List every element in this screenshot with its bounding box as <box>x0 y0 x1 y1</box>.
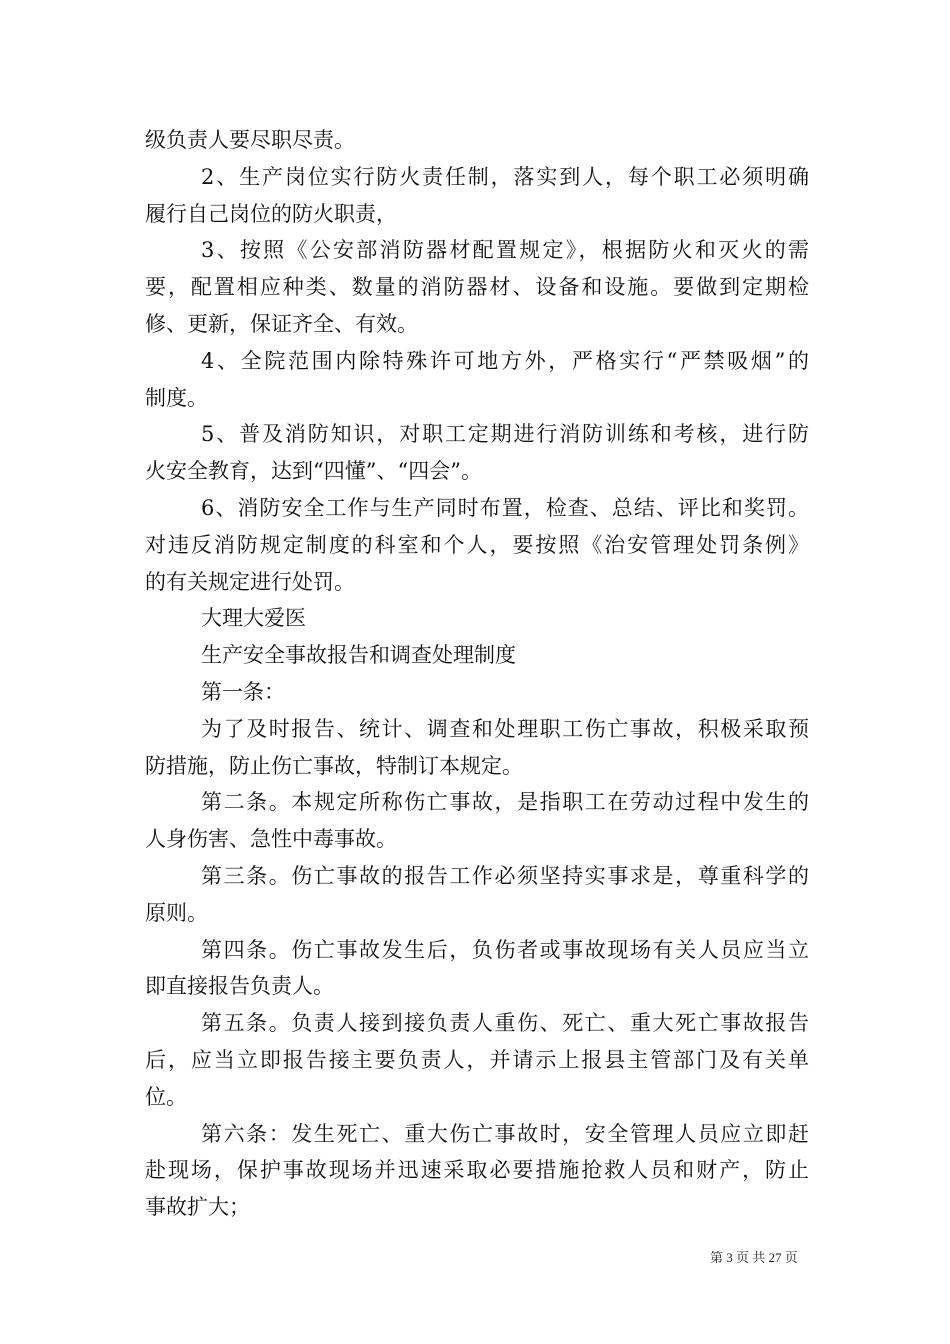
text-line: 位。 <box>145 1084 187 1109</box>
text-line: 第一条： <box>201 679 285 704</box>
paragraph <box>145 858 809 932</box>
text-line: 大理大爱医 <box>201 606 306 631</box>
paragraph <box>145 1116 809 1226</box>
document-body <box>145 122 809 1226</box>
paragraph <box>145 637 809 674</box>
paragraph <box>145 343 809 417</box>
text-line: 2、生产岗位实行防火责任制，落实到人，每个职工必须明确 <box>201 164 809 189</box>
text-line: 的有关规定进行处罚。 <box>145 569 355 594</box>
text-line: 即直接报告负责人。 <box>145 974 334 999</box>
text-line: 为了及时报告、统计、调查和处理职工伤亡事故，积极采取预 <box>201 716 809 741</box>
text-line: 第六条：发生死亡、重大伤亡事故时，安全管理人员应立即赶 <box>201 1121 809 1146</box>
paragraph <box>145 159 809 233</box>
text-line: 修、更新，保证齐全、有效。 <box>145 311 418 336</box>
text-line: 履行自己岗位的防火职责， <box>145 201 397 226</box>
text-line: 3、按照《公安部消防器材配置规定》，根据防火和灭火的需 <box>201 238 809 263</box>
paragraph <box>145 122 809 159</box>
paragraph <box>145 232 809 342</box>
paragraph <box>145 1005 809 1115</box>
text-line: 赴现场，保护事故现场并迅速采取必要措施抢救人员和财产，防止 <box>145 1158 809 1183</box>
text-line: 后，应当立即报告接主要负责人，并请示上报县主管部门及有关单 <box>145 1047 809 1072</box>
text-line: 事故扩大； <box>145 1195 250 1220</box>
text-line: 级负责人要尽职尽责。 <box>145 128 355 152</box>
paragraph <box>145 490 809 600</box>
paragraph <box>145 600 809 637</box>
paragraph <box>145 711 809 785</box>
paragraph <box>145 674 809 711</box>
text-line: 火安全教育，达到“四懂”、“四会”。 <box>145 459 482 484</box>
text-line: 第三条。伤亡事故的报告工作必须坚持实事求是，尊重科学的 <box>201 863 809 888</box>
text-line: 第五条。负责人接到接负责人重伤、死亡、重大死亡事故报告 <box>201 1011 809 1036</box>
text-line: 要，配置相应种类、数量的消防器材、设备和设施。要做到定期检 <box>145 275 809 300</box>
text-line: 对违反消防规定制度的科室和个人，要按照《治安管理处罚条例》 <box>145 532 809 557</box>
text-line: 人身伤害、急性中毒事故。 <box>145 827 397 852</box>
text-line: 生产安全事故报告和调查处理制度 <box>201 643 516 668</box>
text-line: 原则。 <box>145 900 208 925</box>
paragraph <box>145 416 809 490</box>
paragraph <box>145 784 809 858</box>
page-number-footer: 第 3 页 共 27 页 <box>710 1250 798 1265</box>
paragraph <box>145 932 809 1006</box>
text-line: 6、消防安全工作与生产同时布置，检查、总结、评比和奖罚。 <box>201 495 809 520</box>
text-line: 制度。 <box>145 385 208 410</box>
text-line: 4、全院范围内除特殊许可地方外，严格实行“严禁吸烟”的 <box>201 348 809 373</box>
text-line: 防措施，防止伤亡事故，特制订本规定。 <box>145 753 523 778</box>
text-line: 第四条。伤亡事故发生后，负伤者或事故现场有关人员应当立 <box>201 937 809 962</box>
text-line: 第二条。本规定所称伤亡事故，是指职工在劳动过程中发生的 <box>201 790 809 815</box>
text-line: 5、普及消防知识，对职工定期进行消防训练和考核，进行防 <box>201 422 809 447</box>
